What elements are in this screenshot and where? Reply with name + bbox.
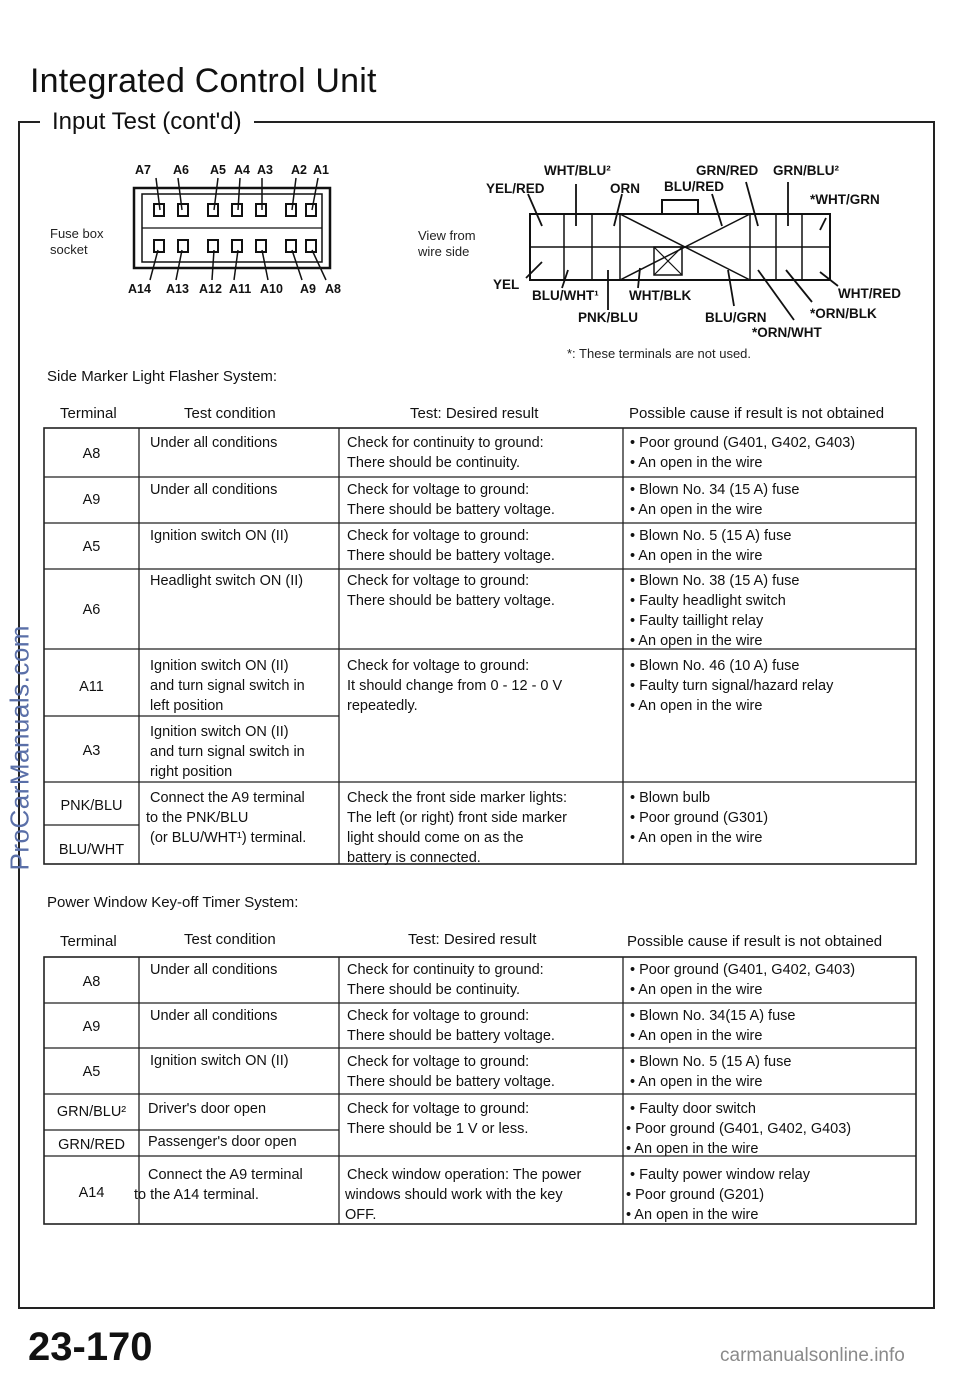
s1-result-a11-2: It should change from 0 - 12 - 0 V bbox=[347, 678, 563, 694]
pin-label-a14: A14 bbox=[128, 282, 151, 296]
s1-result-a6-2: There should be battery voltage. bbox=[347, 593, 555, 609]
pin-label-a6: A6 bbox=[173, 163, 189, 177]
s2-terminal-a9: A9 bbox=[82, 1019, 101, 1035]
s1-cause-a5-2: • An open in the wire bbox=[630, 548, 763, 564]
s1-cause-a11-1: • Blown No. 46 (10 A) fuse bbox=[630, 658, 800, 674]
s1-cause-pnk-blu-1: • Blown bulb bbox=[630, 790, 711, 806]
pin-label-a2: A2 bbox=[291, 163, 307, 177]
s2-result-a8-2: There should be continuity. bbox=[347, 982, 521, 998]
wire-label-wht-grn: *WHT/GRN bbox=[810, 192, 880, 207]
s2-cause-a5-2: • An open in the wire bbox=[630, 1074, 763, 1090]
s1-terminal-a9: A9 bbox=[82, 492, 101, 508]
s1-cause-a9-2: • An open in the wire bbox=[630, 502, 763, 518]
s2-condition-a14-2: to the A14 terminal. bbox=[134, 1187, 259, 1203]
s2-cause-a14-1: • Faulty power window relay bbox=[630, 1167, 810, 1183]
page-number: 23-170 bbox=[28, 1325, 153, 1369]
s1-cause-pnk-blu-3: • An open in the wire bbox=[630, 830, 763, 846]
wire-label-yel: YEL bbox=[493, 277, 520, 292]
s2-condition-grn-blu: Driver's door open bbox=[148, 1101, 267, 1117]
s2-terminal-grn-blu: GRN/BLU² bbox=[56, 1104, 127, 1120]
section-heading-side-marker: Side Marker Light Flasher System: bbox=[47, 368, 278, 385]
column-header-condition-2: Test condition bbox=[184, 931, 276, 948]
s1-result-a5-2: There should be battery voltage. bbox=[347, 548, 555, 564]
s2-result-a9-2: There should be battery voltage. bbox=[347, 1028, 555, 1044]
s2-terminal-a8: A8 bbox=[82, 974, 101, 990]
s2-result-a9-1: Check for voltage to ground: bbox=[347, 1008, 530, 1024]
s1-result-pnk-blu-4: battery is connected. bbox=[347, 850, 481, 866]
s1-cause-pnk-blu-2: • Poor ground (G301) bbox=[630, 810, 769, 826]
column-header-condition: Test condition bbox=[184, 405, 276, 422]
fuse-box-socket-diagram bbox=[120, 160, 350, 295]
pin-label-a12: A12 bbox=[199, 282, 222, 296]
s1-terminal-a5: A5 bbox=[82, 539, 101, 555]
s1-result-a9-2: There should be battery voltage. bbox=[347, 502, 555, 518]
s1-result-a11-1: Check for voltage to ground: bbox=[347, 658, 530, 674]
s1-cause-a5-1: • Blown No. 5 (15 A) fuse bbox=[630, 528, 792, 544]
s1-terminal-pnk-blu: PNK/BLU bbox=[60, 798, 123, 814]
s1-result-pnk-blu-1: Check the front side marker lights: bbox=[347, 790, 568, 806]
s1-result-pnk-blu-3: light should come on as the bbox=[347, 830, 524, 846]
s1-condition-a11-2: and turn signal switch in bbox=[150, 678, 305, 694]
s2-condition-a5: Ignition switch ON (II) bbox=[150, 1053, 289, 1069]
pin-label-a1: A1 bbox=[313, 163, 329, 177]
pin-label-a11: A11 bbox=[229, 282, 252, 296]
s1-condition-a3-2: and turn signal switch in bbox=[150, 744, 305, 760]
s2-terminal-grn-red: GRN/RED bbox=[58, 1137, 125, 1153]
s1-cause-a9-1: • Blown No. 34 (15 A) fuse bbox=[630, 482, 800, 498]
s1-condition-a11-1: Ignition switch ON (II) bbox=[150, 658, 289, 674]
fuse-box-caption-2: socket bbox=[50, 242, 88, 257]
column-header-result: Test: Desired result bbox=[410, 405, 539, 422]
s1-condition-a3-3: right position bbox=[150, 764, 233, 780]
column-header-terminal-2: Terminal bbox=[60, 933, 117, 950]
s1-condition-pnk-blu-1: Connect the A9 terminal bbox=[150, 790, 305, 806]
s2-terminal-a14: A14 bbox=[78, 1185, 105, 1201]
s2-cause-a9-2: • An open in the wire bbox=[630, 1028, 763, 1044]
s1-result-a8-1: Check for continuity to ground: bbox=[347, 435, 544, 451]
footer-url[interactable]: carmanualsonline.info bbox=[720, 1345, 905, 1366]
wire-label-blu-grn: BLU/GRN bbox=[705, 310, 767, 325]
s1-terminal-a3: A3 bbox=[82, 743, 101, 759]
s2-cause-a14-2: • Poor ground (G201) bbox=[626, 1187, 765, 1203]
s1-condition-a9: Under all conditions bbox=[150, 482, 278, 498]
s2-result-a14-2: windows should work with the key bbox=[345, 1187, 563, 1203]
s1-terminal-blu-wht: BLU/WHT bbox=[58, 842, 125, 858]
pin-label-a7: A7 bbox=[135, 163, 151, 177]
s1-condition-a11-3: left position bbox=[150, 698, 224, 714]
s1-cause-a8-2: • An open in the wire bbox=[630, 455, 763, 471]
s2-cause-a8-2: • An open in the wire bbox=[630, 982, 763, 998]
s2-terminal-a5: A5 bbox=[82, 1064, 101, 1080]
wire-label-yel-red: YEL/RED bbox=[486, 181, 545, 196]
s1-cause-a6-4: • An open in the wire bbox=[630, 633, 763, 649]
wire-label-blu-red: BLU/RED bbox=[664, 179, 724, 194]
s2-result-grn-blu-1: Check for voltage to ground: bbox=[347, 1101, 530, 1117]
page-title: Integrated Control Unit bbox=[30, 62, 377, 100]
wire-label-orn-blk: *ORN/BLK bbox=[810, 306, 877, 321]
page-subtitle: Input Test (cont'd) bbox=[40, 108, 254, 136]
wire-label-grn-red: GRN/RED bbox=[696, 163, 759, 178]
s1-condition-pnk-blu-2: to the PNK/BLU bbox=[146, 810, 249, 826]
s1-cause-a6-3: • Faulty taillight relay bbox=[630, 613, 764, 629]
s1-terminal-a8: A8 bbox=[82, 446, 101, 462]
wire-label-wht-blu: WHT/BLU² bbox=[544, 163, 611, 178]
s1-terminal-a6: A6 bbox=[82, 602, 101, 618]
s2-condition-a8: Under all conditions bbox=[150, 962, 278, 978]
watermark: ProCarManuals.com bbox=[4, 625, 35, 871]
s2-result-a5-2: There should be battery voltage. bbox=[347, 1074, 555, 1090]
s2-result-a8-1: Check for continuity to ground: bbox=[347, 962, 544, 978]
s1-result-a6-1: Check for voltage to ground: bbox=[347, 573, 530, 589]
s1-cause-a8-1: • Poor ground (G401, G402, G403) bbox=[630, 435, 856, 451]
connector-caption-1: View from bbox=[418, 228, 476, 243]
s1-condition-a6: Headlight switch ON (II) bbox=[150, 573, 304, 589]
s2-cause-a9-1: • Blown No. 34(15 A) fuse bbox=[630, 1008, 796, 1024]
pin-label-a10: A10 bbox=[260, 282, 283, 296]
pin-label-a4: A4 bbox=[234, 163, 250, 177]
pin-label-a3: A3 bbox=[257, 163, 273, 177]
s2-condition-a9: Under all conditions bbox=[150, 1008, 278, 1024]
s1-result-a5-1: Check for voltage to ground: bbox=[347, 528, 530, 544]
wire-label-wht-blk: WHT/BLK bbox=[629, 288, 692, 303]
s2-result-a14-1: Check window operation: The power bbox=[347, 1167, 582, 1183]
unused-terminals-note: *: These terminals are not used. bbox=[567, 346, 752, 361]
pin-label-a13: A13 bbox=[166, 282, 189, 296]
wire-label-orn: ORN bbox=[610, 181, 640, 196]
s1-result-a9-1: Check for voltage to ground: bbox=[347, 482, 530, 498]
s1-cause-a11-2: • Faulty turn signal/hazard relay bbox=[630, 678, 834, 694]
s1-condition-a3-1: Ignition switch ON (II) bbox=[150, 724, 289, 740]
s2-result-grn-blu-2: There should be 1 V or less. bbox=[347, 1121, 529, 1137]
wire-label-blu-wht: BLU/WHT¹ bbox=[532, 288, 599, 303]
column-header-terminal: Terminal bbox=[60, 405, 117, 422]
connector-caption-2: wire side bbox=[418, 244, 470, 259]
wire-label-orn-wht: *ORN/WHT bbox=[752, 325, 822, 340]
s1-cause-a6-1: • Blown No. 38 (15 A) fuse bbox=[630, 573, 800, 589]
s2-condition-a14-1: Connect the A9 terminal bbox=[148, 1167, 303, 1183]
s1-cause-a11-3: • An open in the wire bbox=[630, 698, 763, 714]
s1-cause-a6-2: • Faulty headlight switch bbox=[630, 593, 786, 609]
wire-label-grn-blu: GRN/BLU² bbox=[773, 163, 839, 178]
s2-cause-grn-blu-2: • Poor ground (G401, G402, G403) bbox=[626, 1121, 852, 1137]
s2-cause-grn-blu-1: • Faulty door switch bbox=[630, 1101, 756, 1117]
fuse-box-caption-1: Fuse box bbox=[50, 226, 104, 241]
pin-label-a5: A5 bbox=[210, 163, 226, 177]
s1-result-a8-2: There should be continuity. bbox=[347, 455, 521, 471]
s2-cause-grn-blu-3: • An open in the wire bbox=[626, 1141, 759, 1157]
column-header-result-2: Test: Desired result bbox=[408, 931, 537, 948]
s2-cause-a14-3: • An open in the wire bbox=[626, 1207, 759, 1223]
s1-condition-a5: Ignition switch ON (II) bbox=[150, 528, 289, 544]
s2-cause-a8-1: • Poor ground (G401, G402, G403) bbox=[630, 962, 856, 978]
s2-condition-grn-red: Passenger's door open bbox=[148, 1134, 297, 1150]
section-heading-power-window: Power Window Key-off Timer System: bbox=[47, 894, 299, 911]
column-header-cause-2: Possible cause if result is not obtained bbox=[627, 933, 883, 950]
column-header-cause: Possible cause if result is not obtained bbox=[629, 405, 885, 422]
s1-result-pnk-blu-2: The left (or right) front side marker bbox=[347, 810, 567, 826]
s2-cause-a5-1: • Blown No. 5 (15 A) fuse bbox=[630, 1054, 792, 1070]
s2-result-a14-3: OFF. bbox=[345, 1207, 377, 1223]
wire-label-pnk-blu: PNK/BLU bbox=[578, 310, 638, 325]
wire-label-wht-red: WHT/RED bbox=[838, 286, 901, 301]
s1-terminal-a11: A11 bbox=[79, 679, 104, 695]
s2-result-a5-1: Check for voltage to ground: bbox=[347, 1054, 530, 1070]
s1-condition-a8: Under all conditions bbox=[150, 435, 278, 451]
s1-result-a11-3: repeatedly. bbox=[347, 698, 418, 714]
pin-label-a9: A9 bbox=[300, 282, 316, 296]
s1-condition-pnk-blu-3: (or BLU/WHT¹) terminal. bbox=[150, 830, 307, 846]
pin-label-a8: A8 bbox=[325, 282, 341, 296]
